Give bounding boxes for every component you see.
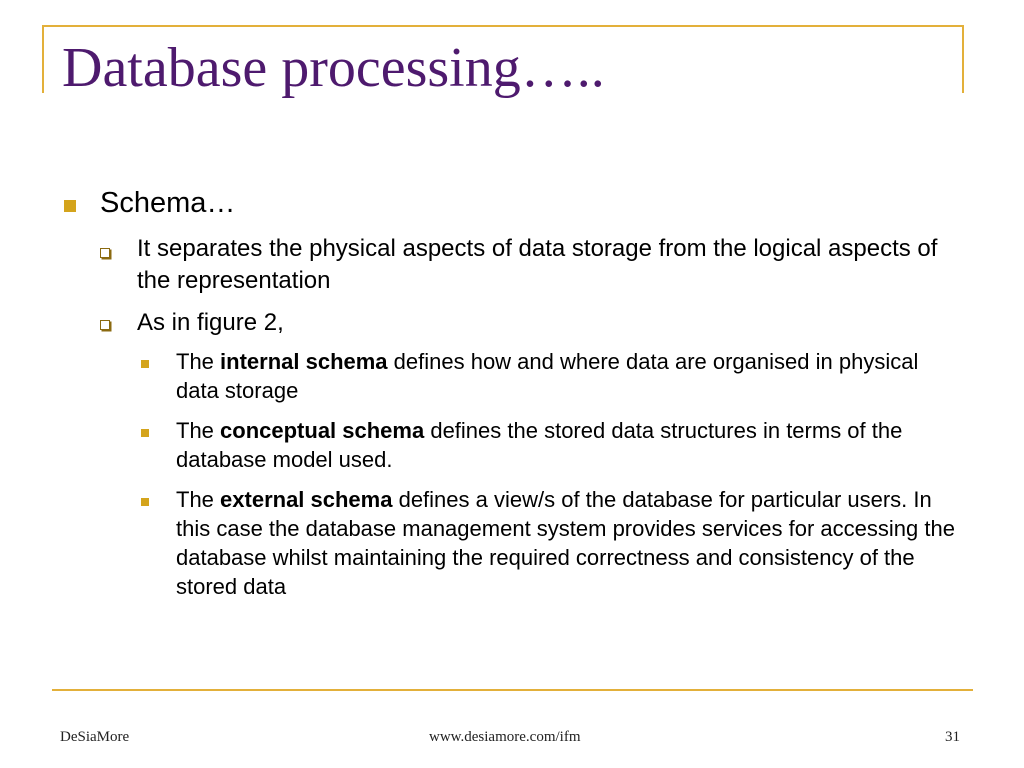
title-frame-left-line — [42, 25, 44, 93]
bullet-as-in-figure: As in figure 2, — [137, 309, 284, 336]
level3-bullet-icon — [141, 498, 149, 506]
external-schema-term: external schema — [220, 487, 393, 512]
level3-bullet-icon — [141, 429, 149, 437]
internal-schema-prefix: The — [176, 349, 221, 374]
bullet-internal-schema — [176, 347, 966, 405]
external-schema-prefix: The — [176, 487, 221, 512]
footer-divider — [52, 689, 973, 691]
internal-schema-definition: defines how and where data are organised in physical data storage — [176, 349, 919, 403]
bullet-separates-physical-logical: It separates the physical aspects of data storage from the logical aspects of the representation — [137, 235, 938, 294]
bullet-external-schema — [176, 485, 966, 601]
page-number: 31 — [945, 729, 960, 745]
level2-bullet-icon — [100, 248, 110, 258]
level2-bullet-icon — [100, 320, 110, 330]
level3-bullet-icon — [141, 360, 149, 368]
external-schema-definition: defines a view/s of the database for particular users. In this case the database management system provides services for accessing the database whilst maintaining the required correctness and consistency of the stored data — [176, 487, 955, 599]
title-frame-right-line — [962, 25, 964, 93]
bullet-conceptual-schema — [176, 416, 966, 474]
conceptual-schema-definition: defines the stored data structures in terms of the database model used. — [176, 418, 903, 472]
internal-schema-term: internal schema — [220, 349, 388, 374]
level1-bullet-icon — [64, 200, 76, 212]
footer-author: DeSiaMore — [60, 729, 130, 745]
conceptual-schema-prefix: The — [176, 418, 221, 443]
footer-url: www.desiamore.com/ifm — [429, 729, 581, 745]
bullet-schema: Schema… — [100, 187, 236, 219]
conceptual-schema-term: conceptual schema — [220, 418, 425, 443]
title-frame-top-line — [42, 25, 964, 27]
slide-title: Database processing….. — [62, 37, 605, 99]
